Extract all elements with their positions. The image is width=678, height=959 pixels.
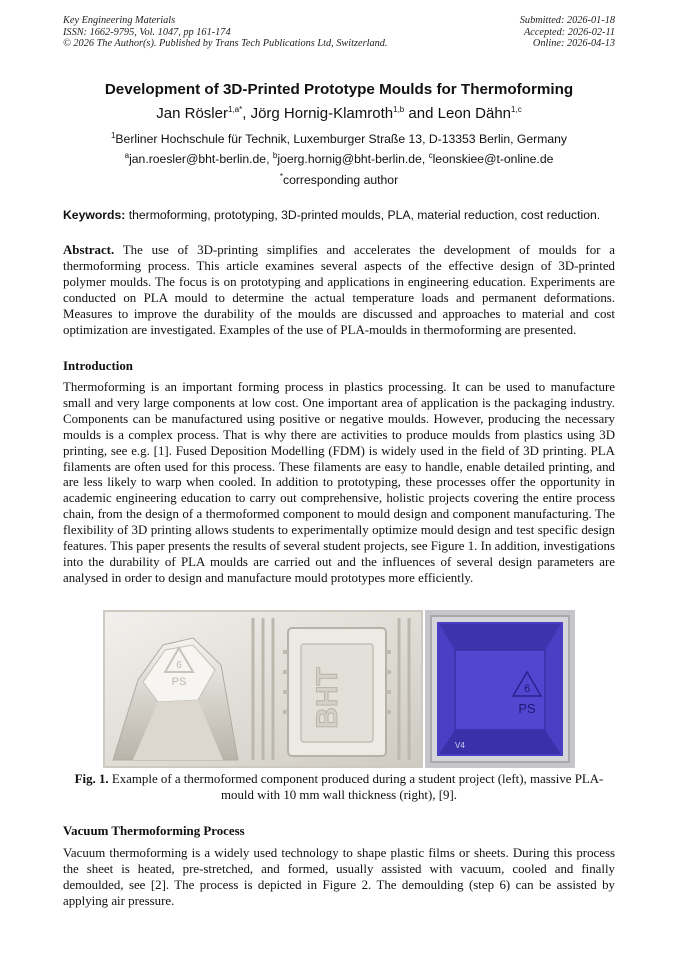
email-link[interactable]: leonskiee@t-online.de	[432, 152, 554, 166]
author-affil-mark: 1,a*	[227, 105, 243, 114]
tray-recycle-number: 6	[176, 660, 182, 671]
section-heading-introduction: Introduction	[63, 359, 133, 373]
email-link[interactable]: jan.roesler@bht-berlin.de,	[129, 152, 273, 166]
figure-1-caption	[63, 772, 615, 804]
keywords	[63, 208, 615, 222]
author-affil-mark: 1,c	[511, 105, 522, 114]
caption-text: Example of a thermoformed component produced during a student project (left), massive PLA-mould with 10 mm wall thickness (right), [9].	[108, 772, 604, 802]
corresponding-mark: *	[279, 171, 283, 181]
author-emails	[0, 152, 678, 166]
affiliation-text: Berliner Hochschule für Technik, Luxemburger Straße 13, D-13353 Berlin, Germany	[115, 132, 568, 146]
mould-photo-illustration	[425, 610, 575, 768]
author-name: Leon Dähn	[437, 105, 512, 122]
tray-photo-illustration	[103, 610, 423, 768]
issn-line: ISSN: 1662-9795, Vol. 1047, pp 161-174	[63, 26, 231, 38]
copyright-line: © 2026 The Author(s). Published by Trans Tech Publications Ltd, Switzerland.	[63, 38, 388, 50]
submitted-date: Submitted: 2026-01-18	[519, 15, 615, 26]
abstract-text: The use of 3D-printing simplifies and accelerates the development of moulds for a thermoforming process. This article examines several aspects of the effective design of 3D-printed polymer moulds. The focus is on prototyping and applications in engineering education. Experiments are conducted on PLA mould to determine the actual temperature loads and permanent deformations. Measures to improve the durability of the moulds are discussed and approaches to material and cost optimization are investigated. Examples of the use of PLA-moulds in thermoforming are presented.	[63, 243, 615, 337]
figure-pla-mould	[425, 610, 575, 768]
vacuum-thermoforming-text: Vacuum thermoforming is a widely used technology to shape plastic films or sheets. During this process the sheet is heated, pre-stretched, and formed, usually assisted with vacuum, cooled and finally demoulded, see [2]. The process is depicted in Figure 2. The demoulding (step 6) can be assisted by applying air pressure.	[63, 846, 615, 908]
keywords-text: thermoforming, prototyping, 3D-printed moulds, PLA, material reduction, cost reduction.	[125, 208, 601, 222]
caption-label: Fig. 1.	[74, 772, 109, 786]
affiliation-mark: 1	[110, 130, 116, 140]
author-name: Jörg Hornig-Klamroth	[250, 105, 394, 122]
mould-version-mark: V4	[455, 741, 465, 750]
author-name: Jan Rösler	[156, 105, 228, 122]
online-date: Online: 2026-04-13	[532, 38, 615, 50]
keywords-label: Keywords:	[63, 208, 126, 222]
introduction-text: Thermoforming is an important forming process in plastics processing. It can be used to manufacture small and very large components at low cost. One important area of application is the packaging industry. Components can be manufactured using positive or negative moulds. However, producing the necessary moulds is a complex process. That is why there are activities to produce moulds from plastics using 3D printing, see e.g. [1]. Fused Deposition Modelling (FDM) is widely used in the field of 3D printing. PLA filaments are often used for this process. These filaments are easy to handle, enable detailed printing, and are less likely to warp when cooled. In addition to prototyping, these processes offer the opportunity in academic engineering education to carry out comprehensive, holistic projects covering the entire process chain, from the design of a thermoformed component to mould design and component manufacturing. The flexibility of 3D printing allows students to experimentally optimize mould design and test specific design features. This paper presents the results of several student projects, see Figure 1. In addition, investigations into the durability of PLA moulds are carried out and the influences of several design parameters are analysed in order to design and manufacture mould prototypes more efficiently.	[63, 380, 615, 585]
author-affil-mark: 1,b	[393, 105, 405, 114]
figure-thermoformed-component	[103, 610, 423, 768]
email-link[interactable]: joerg.hornig@bht-berlin.de,	[277, 152, 429, 166]
author-separator: ,	[242, 105, 251, 122]
email-mark: c	[428, 150, 433, 160]
email-mark: b	[272, 150, 278, 160]
email-mark: a	[124, 150, 130, 160]
mould-recycle-number: 6	[523, 683, 531, 695]
journal-name: Key Engineering Materials	[63, 15, 176, 26]
corresponding-note	[0, 173, 678, 187]
paper-title: Development of 3D-Printed Prototype Moulds for Thermoforming	[104, 81, 574, 98]
corresponding-text: corresponding author	[282, 173, 399, 187]
header-left	[63, 15, 387, 50]
mould-recycle-label: PS	[518, 701, 536, 716]
section-heading-vacuum-thermoforming: Vacuum Thermoforming Process	[63, 824, 245, 838]
author-separator: and	[404, 105, 438, 122]
author-list	[0, 105, 678, 122]
affiliation	[0, 132, 678, 146]
tray-bht-logo-text: BHT	[311, 667, 344, 729]
header-right	[520, 15, 615, 50]
accepted-date: Accepted: 2026-02-11	[523, 26, 615, 38]
tray-recycle-label: PS	[171, 676, 187, 688]
abstract-label: Abstract.	[63, 243, 115, 257]
abstract	[63, 243, 615, 338]
